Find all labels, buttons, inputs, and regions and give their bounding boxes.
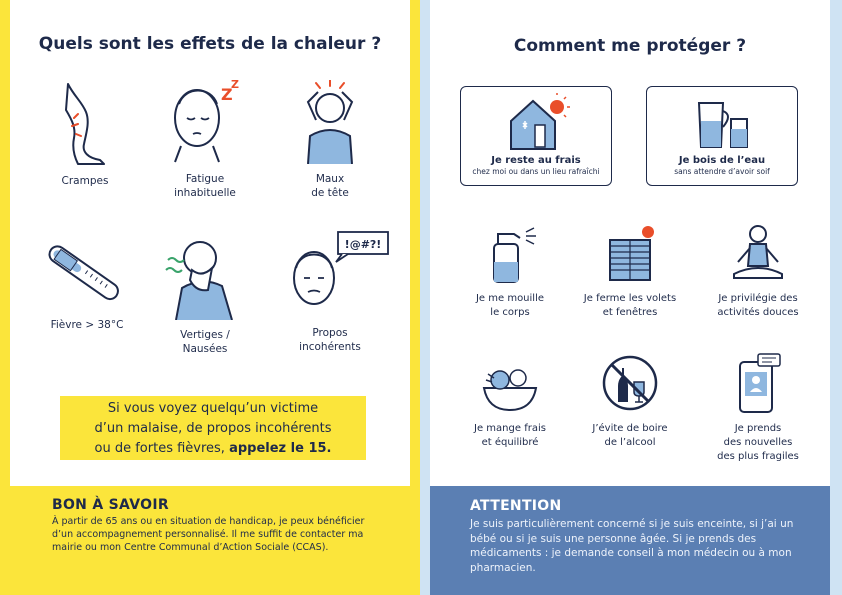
effect-label: Vertiges / Nausées — [180, 329, 230, 355]
tip-card-title: Je bois de l’eau — [678, 155, 766, 166]
effect-fatigue — [150, 74, 260, 200]
window-shutters-icon — [600, 222, 660, 284]
tip-card-subtitle: sans attendre d’avoir soif — [674, 167, 770, 176]
heat-effects-panel — [0, 0, 420, 595]
tip-card-drink-water — [646, 86, 798, 186]
tip-eat-fresh — [460, 364, 560, 450]
tip-avoid-alcohol — [570, 352, 690, 450]
tip-label: J’évite de boire de l’alcool — [592, 423, 668, 448]
effect-fever — [32, 240, 142, 332]
speech-bubble-text: !@#?! — [344, 238, 382, 251]
sleep-z-text: Z — [221, 85, 233, 104]
cool-house-icon — [501, 93, 571, 151]
tip-label: Je prends des nouvelles des plus fragiles — [717, 423, 799, 462]
attention-title: ATTENTION — [470, 498, 562, 514]
nausea-icon — [160, 230, 250, 320]
tip-label: Je privilégie des activités douces — [717, 293, 799, 318]
effect-label: Crampes — [61, 175, 109, 187]
tip-card-subtitle: chez moi ou dans un lieu rafraîchi — [472, 167, 600, 176]
effect-cramps — [40, 82, 130, 188]
tip-label: Je ferme les volets et fenêtres — [583, 293, 677, 318]
water-jug-icon — [687, 93, 757, 151]
food-bowl-icon — [478, 364, 542, 414]
call-15-alert — [60, 396, 366, 460]
tip-card-title: Je reste au frais — [491, 155, 581, 166]
phone-contact-icon — [728, 352, 788, 414]
tip-label: Je mange frais et équilibré — [474, 423, 546, 448]
tip-close-shutters — [570, 222, 690, 320]
effect-label: Fièvre > 38°C — [50, 319, 124, 331]
bon-a-savoir-title: BON À SAVOIR — [52, 497, 169, 513]
attention-section — [430, 486, 830, 595]
spray-bottle-icon — [480, 226, 540, 284]
thermometer-icon — [37, 240, 137, 310]
tip-check-vulnerable — [698, 352, 818, 464]
tip-gentle-activities — [698, 222, 818, 320]
protection-title: Comment me protéger ? — [513, 36, 747, 56]
effect-dizziness — [150, 230, 260, 356]
yoga-person-icon — [726, 222, 790, 284]
alert-line-3-plain: ou de fortes fièvres, — [94, 441, 230, 456]
leg-cramp-icon — [60, 82, 110, 166]
tip-label: Je me mouille le corps — [475, 293, 545, 318]
alert-line-2: d’un malaise, de propos incohérents — [94, 421, 332, 436]
effect-incoherent-speech — [270, 228, 390, 354]
protection-card — [430, 0, 830, 486]
effect-label: Maux de tête — [311, 173, 349, 199]
bon-a-savoir-section — [52, 497, 382, 554]
heat-effects-card — [10, 0, 410, 486]
sleep-z-text: Z — [231, 78, 239, 91]
heat-effects-title: Quels sont les effets de la chaleur ? — [38, 34, 382, 54]
headache-icon — [300, 80, 360, 164]
tip-card-stay-cool — [460, 86, 612, 186]
alert-line-3-bold: appelez le 15. — [229, 441, 332, 456]
confused-speech-icon — [270, 228, 390, 318]
protection-panel — [420, 0, 842, 595]
effect-headache — [280, 80, 380, 200]
attention-text: Je suis particulièrement concerné si je suis enceinte, si j’ai un bébé ou si je suis une personne âgée. Si je prends des médicaments : je demande conseil à mon médecin ou à mon pharmacien. — [470, 518, 794, 574]
sleepy-face-icon — [165, 74, 245, 164]
alert-line-1: Si vous voyez quelqu’un victime — [107, 401, 319, 416]
tip-wet-body — [460, 226, 560, 320]
bon-a-savoir-text: À partir de 65 ans ou en situation de handicap, je peux bénéficier d’un accompagnement personnalisé. Il me suffit de contacter ma mairie ou mon Centre Communal d’Action Sociale (CCAS). — [52, 516, 365, 553]
effect-label: Propos incohérents — [299, 327, 361, 353]
no-alcohol-icon — [598, 352, 662, 414]
alert-line-3 — [60, 439, 366, 459]
effect-label: Fatigue inhabituelle — [174, 173, 236, 199]
